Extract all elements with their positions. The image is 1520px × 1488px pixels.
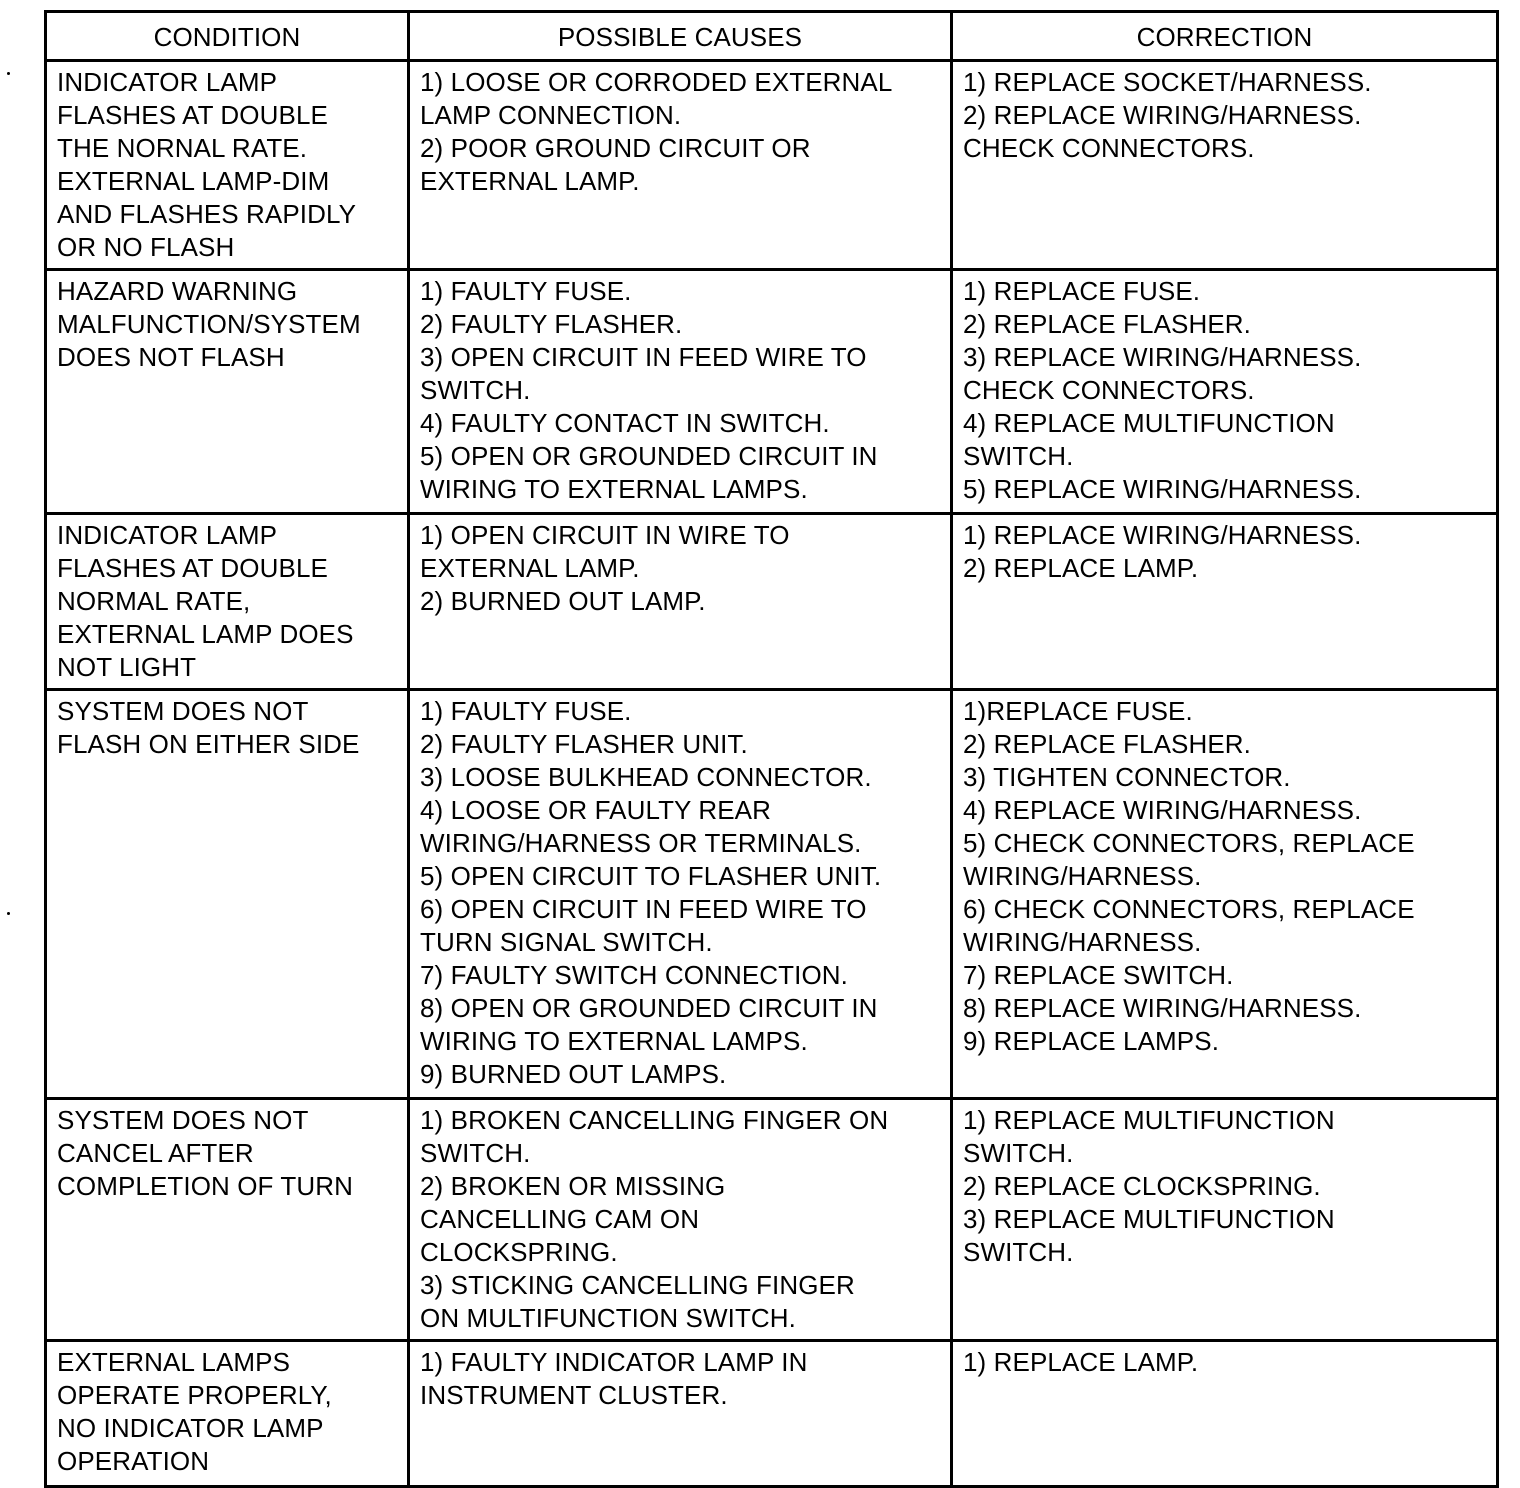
correction-cell xyxy=(952,1099,1498,1341)
text-line: 1) FAULTY FUSE. xyxy=(420,276,632,306)
text-line: NOT LIGHT xyxy=(57,652,197,682)
text-line: 1) REPLACE WIRING/HARNESS. xyxy=(963,520,1362,550)
text-line: COMPLETION OF TURN xyxy=(57,1171,354,1201)
causes-cell xyxy=(409,270,952,514)
text-line: 1) LOOSE OR CORRODED EXTERNAL xyxy=(420,67,893,97)
text-line: 1) REPLACE SOCKET/HARNESS. xyxy=(963,67,1372,97)
text-line: NO INDICATOR LAMP xyxy=(57,1413,324,1443)
table-row xyxy=(46,270,1498,514)
table-row xyxy=(46,61,1498,270)
text-line: SWITCH. xyxy=(963,1138,1074,1168)
header-possible-causes: POSSIBLE CAUSES xyxy=(409,12,952,61)
condition-cell xyxy=(46,270,409,514)
text-line: CHECK CONNECTORS. xyxy=(963,133,1255,163)
text-line: 5) CHECK CONNECTORS, REPLACE xyxy=(963,828,1415,858)
text-line: 7) FAULTY SWITCH CONNECTION. xyxy=(420,960,848,990)
diagnosis-table xyxy=(44,10,1499,1488)
text-line: 3) TIGHTEN CONNECTOR. xyxy=(963,762,1291,792)
text-line: ON MULTIFUNCTION SWITCH. xyxy=(420,1303,796,1333)
text-line: FLASHES AT DOUBLE xyxy=(57,553,328,583)
text-line: SWITCH. xyxy=(420,1138,531,1168)
text-line: SWITCH. xyxy=(963,1237,1074,1267)
text-line: 1) REPLACE MULTIFUNCTION xyxy=(963,1105,1335,1135)
text-line: THE NORNAL RATE. xyxy=(57,133,308,163)
text-line: WIRING/HARNESS. xyxy=(963,861,1202,891)
header-correction: CORRECTION xyxy=(952,12,1498,61)
text-line: 1) FAULTY INDICATOR LAMP IN xyxy=(420,1347,808,1377)
correction-cell xyxy=(952,514,1498,690)
text-line: SYSTEM DOES NOT xyxy=(57,696,309,726)
text-line: 9) BURNED OUT LAMPS. xyxy=(420,1059,727,1089)
text-line: 2) REPLACE LAMP. xyxy=(963,553,1199,583)
condition-cell xyxy=(46,514,409,690)
scan-speck xyxy=(7,72,10,75)
text-line: 4) REPLACE WIRING/HARNESS. xyxy=(963,795,1362,825)
causes-cell xyxy=(409,1099,952,1341)
text-line: 2) POOR GROUND CIRCUIT OR xyxy=(420,133,811,163)
header-condition: CONDITION xyxy=(46,12,409,61)
text-line: CANCEL AFTER xyxy=(57,1138,254,1168)
text-line: 1) BROKEN CANCELLING FINGER ON xyxy=(420,1105,889,1135)
table-row xyxy=(46,690,1498,1099)
text-line: 3) STICKING CANCELLING FINGER xyxy=(420,1270,855,1300)
condition-cell xyxy=(46,690,409,1099)
text-line: 3) LOOSE BULKHEAD CONNECTOR. xyxy=(420,762,872,792)
scan-speck xyxy=(7,912,10,915)
text-line: 2) FAULTY FLASHER UNIT. xyxy=(420,729,748,759)
text-line: 6) OPEN CIRCUIT IN FEED WIRE TO xyxy=(420,894,867,924)
text-line: OPERATION xyxy=(57,1446,210,1476)
text-line: SYSTEM DOES NOT xyxy=(57,1105,309,1135)
text-line: 1) REPLACE FUSE. xyxy=(963,276,1201,306)
text-line: 7) REPLACE SWITCH. xyxy=(963,960,1234,990)
text-line: WIRING/HARNESS. xyxy=(963,927,1202,957)
text-line: WIRING/HARNESS OR TERMINALS. xyxy=(420,828,862,858)
text-line: 4) LOOSE OR FAULTY REAR xyxy=(420,795,771,825)
table-row xyxy=(46,1341,1498,1487)
correction-cell xyxy=(952,1341,1498,1487)
causes-cell xyxy=(409,61,952,270)
text-line: 1) OPEN CIRCUIT IN WIRE TO xyxy=(420,520,790,550)
text-line: EXTERNAL LAMP-DIM xyxy=(57,166,330,196)
text-line: AND FLASHES RAPIDLY xyxy=(57,199,357,229)
text-line: WIRING TO EXTERNAL LAMPS. xyxy=(420,474,808,504)
text-line: EXTERNAL LAMP. xyxy=(420,166,640,196)
table-body xyxy=(46,61,1498,1487)
text-line: DOES NOT FLASH xyxy=(57,342,285,372)
text-line: 2) REPLACE CLOCKSPRING. xyxy=(963,1171,1321,1201)
correction-cell xyxy=(952,270,1498,514)
correction-cell xyxy=(952,690,1498,1099)
text-line: NORMAL RATE, xyxy=(57,586,251,616)
condition-cell xyxy=(46,1341,409,1487)
text-line: 4) FAULTY CONTACT IN SWITCH. xyxy=(420,408,830,438)
text-line: 5) REPLACE WIRING/HARNESS. xyxy=(963,474,1362,504)
text-line: EXTERNAL LAMP. xyxy=(420,553,640,583)
text-line: 3) OPEN CIRCUIT IN FEED WIRE TO xyxy=(420,342,867,372)
text-line: FLASH ON EITHER SIDE xyxy=(57,729,360,759)
text-line: 4) REPLACE MULTIFUNCTION xyxy=(963,408,1335,438)
text-line: OPERATE PROPERLY, xyxy=(57,1380,332,1410)
text-line: 2) REPLACE FLASHER. xyxy=(963,309,1251,339)
text-line: EXTERNAL LAMPS xyxy=(57,1347,291,1377)
text-line: CHECK CONNECTORS. xyxy=(963,375,1255,405)
text-line: SWITCH. xyxy=(963,441,1074,471)
text-line: WIRING TO EXTERNAL LAMPS. xyxy=(420,1026,808,1056)
text-line: OR NO FLASH xyxy=(57,232,235,262)
text-line: 3) REPLACE WIRING/HARNESS. xyxy=(963,342,1362,372)
text-line: 2) REPLACE WIRING/HARNESS. xyxy=(963,100,1362,130)
text-line: 2) FAULTY FLASHER. xyxy=(420,309,683,339)
text-line: 1)REPLACE FUSE. xyxy=(963,696,1193,726)
text-line: 5) OPEN CIRCUIT TO FLASHER UNIT. xyxy=(420,861,882,891)
causes-cell xyxy=(409,690,952,1099)
text-line: SWITCH. xyxy=(420,375,531,405)
text-line: HAZARD WARNING xyxy=(57,276,298,306)
table-row xyxy=(46,514,1498,690)
causes-cell xyxy=(409,514,952,690)
text-line: EXTERNAL LAMP DOES xyxy=(57,619,354,649)
table-header-row xyxy=(46,12,1498,61)
text-line: 8) REPLACE WIRING/HARNESS. xyxy=(963,993,1362,1023)
text-line: MALFUNCTION/SYSTEM xyxy=(57,309,361,339)
text-line: CLOCKSPRING. xyxy=(420,1237,618,1267)
text-line: 1) FAULTY FUSE. xyxy=(420,696,632,726)
table-row xyxy=(46,1099,1498,1341)
text-line: LAMP CONNECTION. xyxy=(420,100,682,130)
text-line: INDICATOR LAMP xyxy=(57,520,278,550)
text-line: 9) REPLACE LAMPS. xyxy=(963,1026,1220,1056)
text-line: INSTRUMENT CLUSTER. xyxy=(420,1380,728,1410)
text-line: 2) BURNED OUT LAMP. xyxy=(420,586,706,616)
text-line: TURN SIGNAL SWITCH. xyxy=(420,927,713,957)
correction-cell xyxy=(952,61,1498,270)
causes-cell xyxy=(409,1341,952,1487)
text-line: FLASHES AT DOUBLE xyxy=(57,100,328,130)
text-line: INDICATOR LAMP xyxy=(57,67,278,97)
text-line: 5) OPEN OR GROUNDED CIRCUIT IN xyxy=(420,441,878,471)
text-line: 2) BROKEN OR MISSING xyxy=(420,1171,726,1201)
text-line: 3) REPLACE MULTIFUNCTION xyxy=(963,1204,1335,1234)
condition-cell xyxy=(46,61,409,270)
text-line: 1) REPLACE LAMP. xyxy=(963,1347,1199,1377)
text-line: 6) CHECK CONNECTORS, REPLACE xyxy=(963,894,1415,924)
condition-cell xyxy=(46,1099,409,1341)
text-line: 2) REPLACE FLASHER. xyxy=(963,729,1251,759)
text-line: CANCELLING CAM ON xyxy=(420,1204,700,1234)
text-line: 8) OPEN OR GROUNDED CIRCUIT IN xyxy=(420,993,878,1023)
